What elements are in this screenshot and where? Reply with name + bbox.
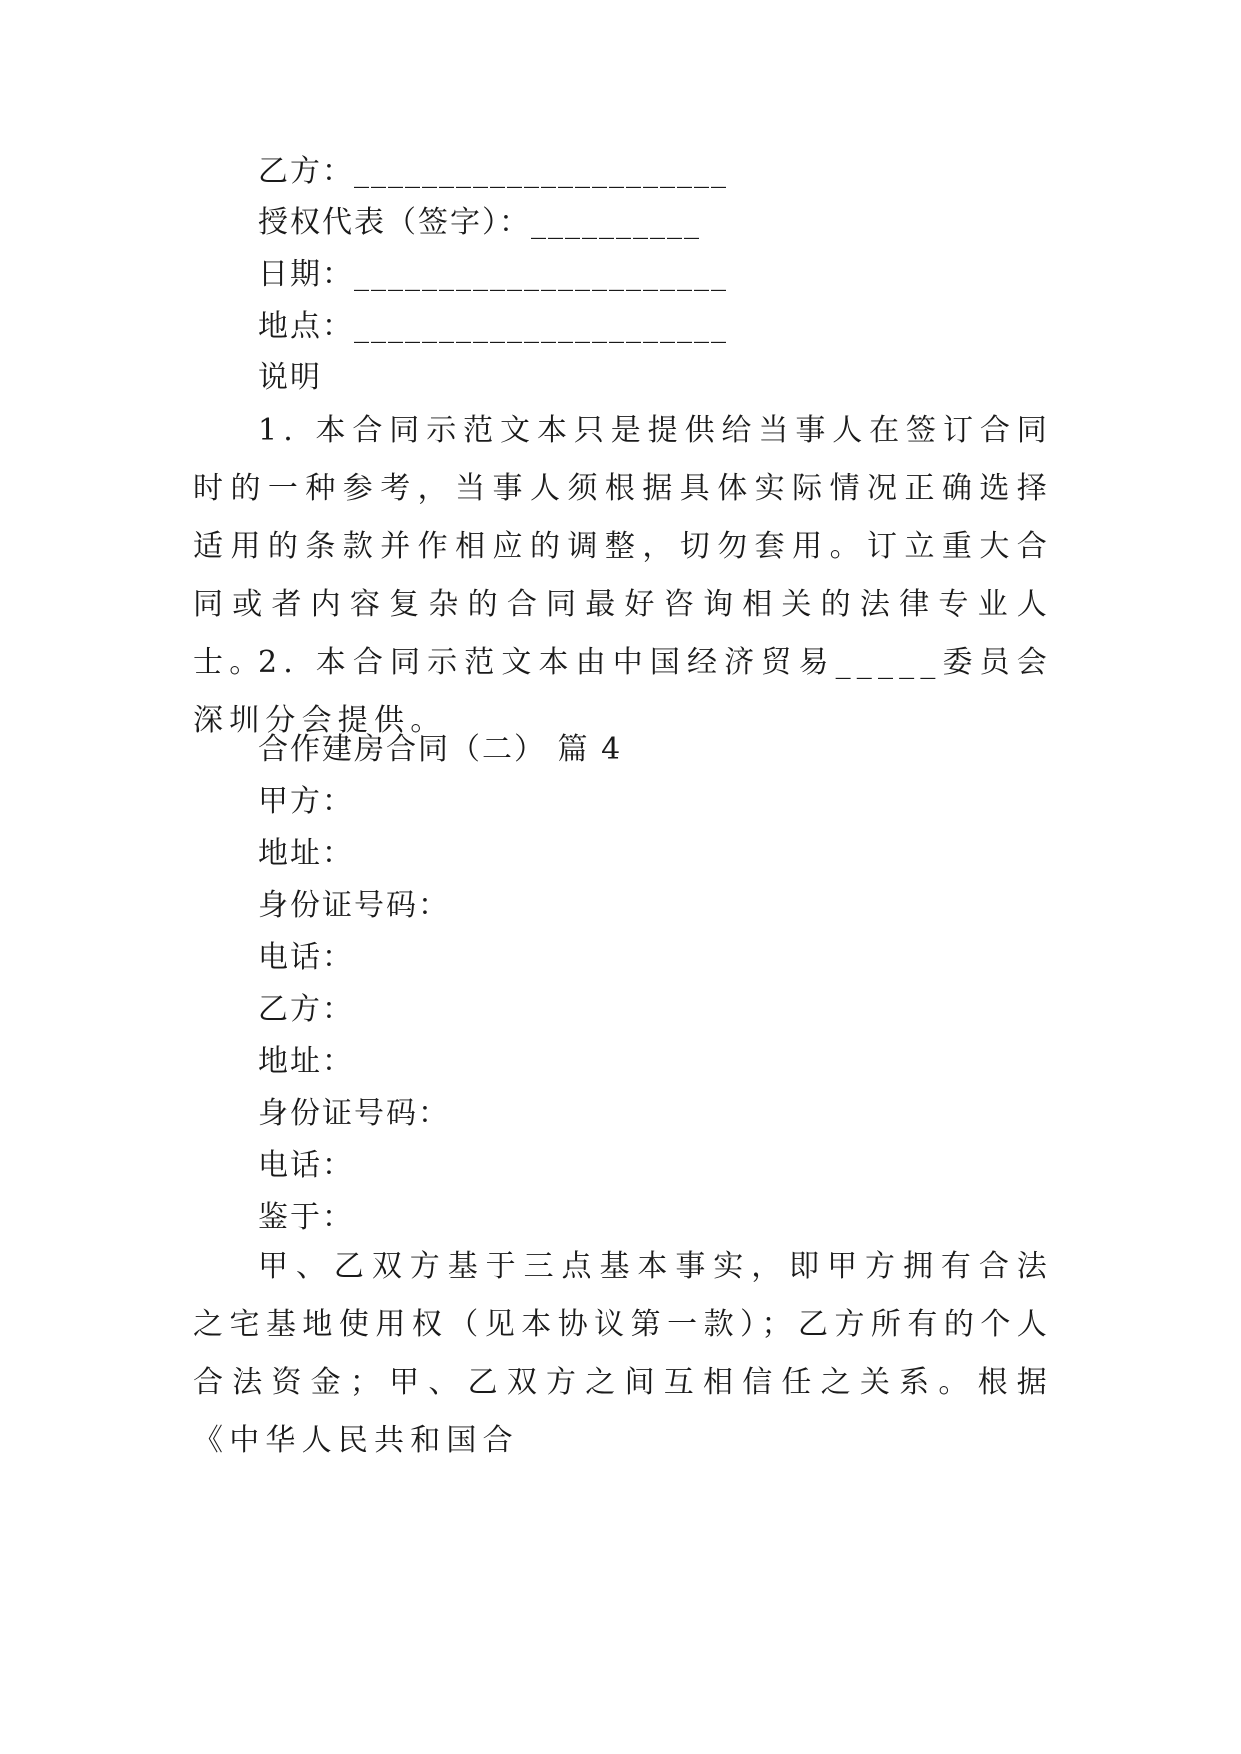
note-item-2: 2. 本合同示范文本由中国经济贸易_____委员会深圳分会提供。 — [193, 645, 1053, 738]
party-b-id-label: 身份证号码： — [258, 1096, 450, 1131]
party-a-id-label: 身份证号码： — [258, 888, 450, 923]
contract-title: 合作建房合同（二） 篇 4 — [258, 732, 623, 767]
date-line: 日期：______________________ — [258, 257, 728, 292]
party-b-label: 乙方： — [258, 992, 354, 1027]
party-a-phone-label: 电话： — [258, 940, 354, 975]
preamble-paragraph: 甲、乙双方基于三点基本事实，即甲方拥有合法之宅基地使用权（见本协议第一款）；乙方所有的个人合法资金；甲、乙双方之间互相信任之关系。根据《中华人民共和国合 — [193, 1249, 1053, 1458]
party-a-label: 甲方： — [258, 784, 354, 819]
authorized-rep-signature-line: 授权代表（签字）：__________ — [258, 205, 701, 240]
party-a-address-label: 地址： — [258, 836, 354, 871]
party-b-signature-line: 乙方：______________________ — [258, 154, 728, 189]
note-item-1: 1. 本合同示范文本只是提供给当事人在签订合同时的一种参考，当事人须根据具体实际情况正确选择适用的条款并作相应的调整，切勿套用。订立重大合同或者内容复杂的合同最好咨询相关的法律专业人士。 — [193, 413, 1053, 680]
notes-heading: 说明 — [258, 360, 322, 395]
place-line: 地点：______________________ — [258, 309, 728, 344]
party-b-phone-label: 电话： — [258, 1148, 354, 1183]
party-b-address-label: 地址： — [258, 1044, 354, 1079]
whereas-label: 鉴于： — [258, 1200, 354, 1235]
